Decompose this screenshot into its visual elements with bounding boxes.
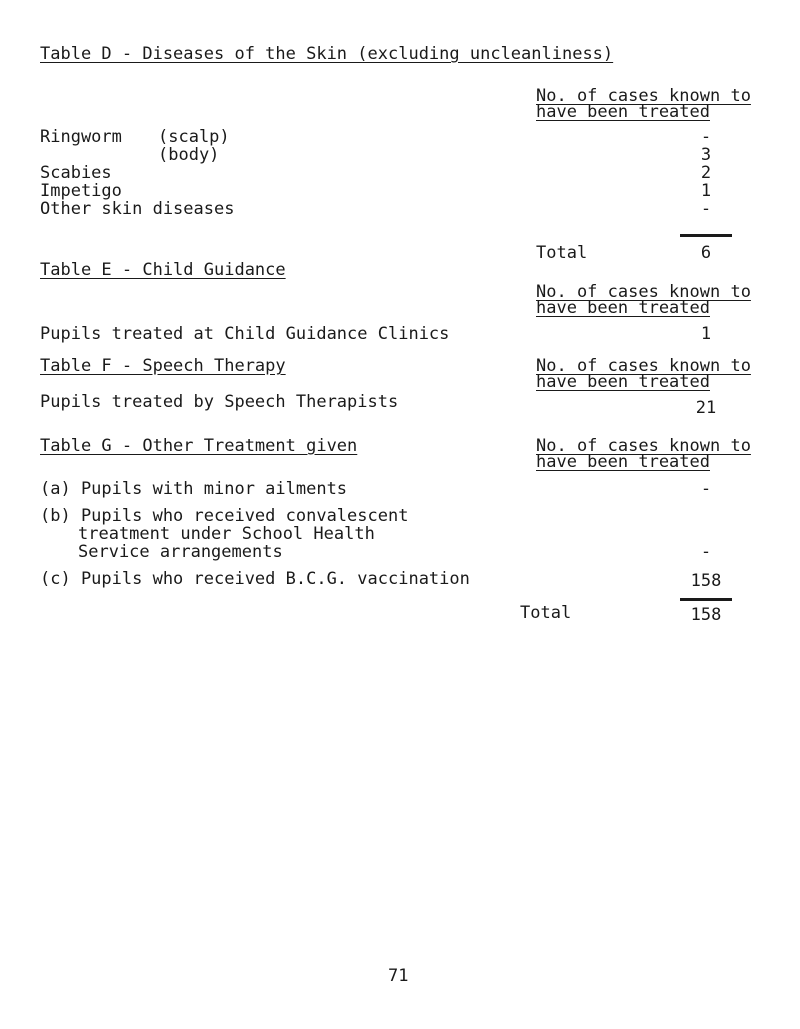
table-d-row-value-impetigo: 1: [700, 181, 712, 201]
table-d-row-label-scabies: Scabies: [40, 163, 112, 183]
table-g-total-label: Total: [520, 603, 572, 623]
table-g-row-b-label-line3: Service arrangements: [78, 542, 283, 562]
table-g-row-b-label-line1: (b) Pupils who received convalescent: [40, 506, 409, 526]
table-g-total-value: 158: [690, 605, 722, 625]
table-g-row-c-value: 158: [690, 571, 722, 591]
table-d-row-label-other: Other skin diseases: [40, 199, 235, 219]
table-e-col-header-line1: No. of cases known to: [536, 282, 751, 302]
table-f-col-header-line1: No. of cases known to: [536, 356, 751, 376]
table-d-row-value-scabies: 2: [700, 163, 712, 183]
table-d-row-value-body: 3: [700, 145, 712, 165]
table-g-row-b-label-line2: treatment under School Health: [78, 524, 375, 544]
page-number: 71: [388, 966, 409, 986]
table-e-title: Table E - Child Guidance: [40, 260, 286, 280]
table-d-total-label: Total: [536, 243, 588, 263]
table-g-row-a-label: (a) Pupils with minor ailments: [40, 479, 348, 499]
table-d-row-value-scalp: -: [700, 127, 712, 147]
table-d-title: Table D - Diseases of the Skin (excluding uncleanliness): [40, 44, 614, 64]
table-g-row-a-value: -: [700, 479, 712, 499]
table-d-row-label-impetigo: Impetigo: [40, 181, 122, 201]
table-g-row-c-label: (c) Pupils who received B.C.G. vaccination: [40, 569, 470, 589]
table-f-col-header-line2: have been treated: [536, 372, 710, 392]
table-d-row-label-ringworm: Ringworm: [40, 127, 122, 147]
table-g-row-b-value: -: [700, 542, 712, 562]
table-g-col-header-line2: have been treated: [536, 452, 710, 472]
table-e-col-header-line2: have been treated: [536, 298, 710, 318]
table-g-col-header-line1: No. of cases known to: [536, 436, 751, 456]
table-f-title: Table F - Speech Therapy: [40, 356, 286, 376]
table-d-row-sub-scalp: (scalp): [158, 127, 230, 147]
table-e-row-label: Pupils treated at Child Guidance Clinics: [40, 324, 450, 344]
table-g-title: Table G - Other Treatment given: [40, 436, 358, 456]
table-g-total-rule: [680, 598, 732, 601]
table-d-row-value-other: -: [700, 199, 712, 219]
table-f-row-value: 21: [695, 398, 717, 418]
table-d-col-header-line1: No. of cases known to: [536, 86, 751, 106]
table-e-row-value: 1: [700, 324, 712, 344]
table-d-row-sub-body: (body): [158, 145, 220, 165]
table-f-row-label: Pupils treated by Speech Therapists: [40, 392, 399, 412]
table-d-total-value: 6: [700, 243, 712, 263]
table-d-total-rule: [680, 234, 732, 237]
table-d-col-header-line2: have been treated: [536, 102, 710, 122]
